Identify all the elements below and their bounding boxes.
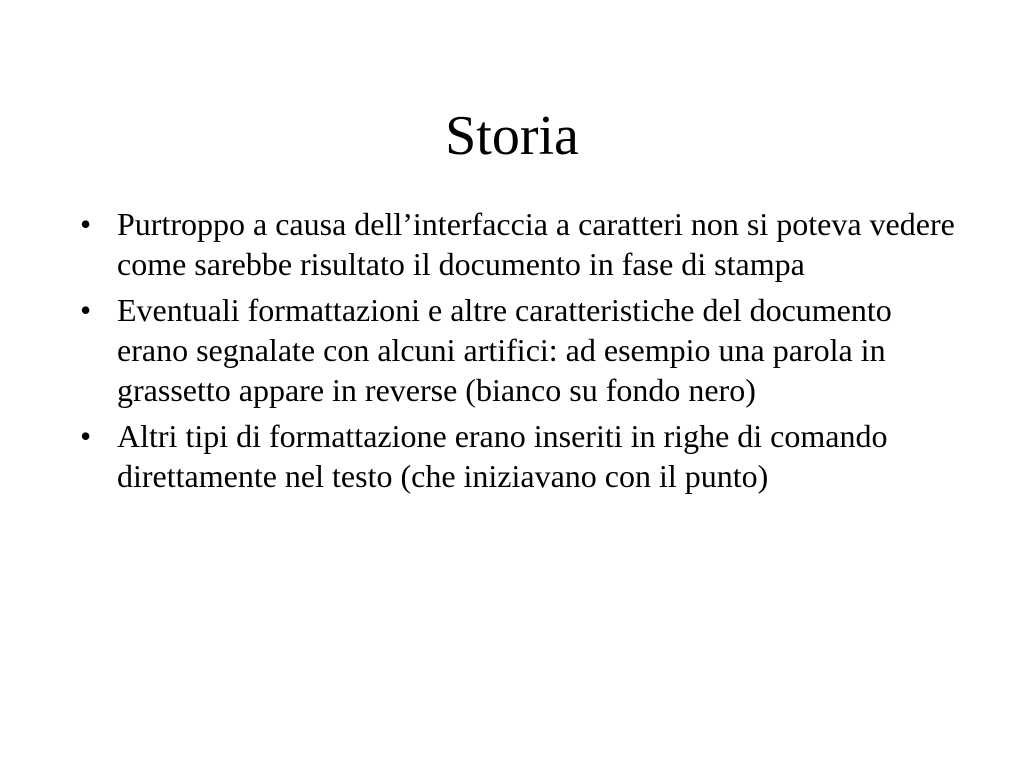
bullet-text: Eventuali formattazioni e altre caratteristiche del documento erano segnalate con alcuni artifici: ad esempio una parola in grassetto appare in reverse (bianco su fondo nero) [117,292,892,408]
bullet-text: Purtroppo a causa dell’interfaccia a caratteri non si poteva vedere come sarebbe risultato il documento in fase di stampa [117,206,955,282]
bullet-item [80,416,960,496]
bullet-item [80,204,960,284]
bullet-list [80,204,960,502]
bullet-icon: • [80,418,92,454]
bullet-icon: • [80,292,92,328]
bullet-icon: • [80,206,92,242]
slide-title: Storia [445,105,579,167]
bullet-text: Altri tipi di formattazione erano inseriti in righe di comando direttamente nel testo (che iniziavano con il punto) [117,418,888,494]
bullet-item [80,290,960,410]
